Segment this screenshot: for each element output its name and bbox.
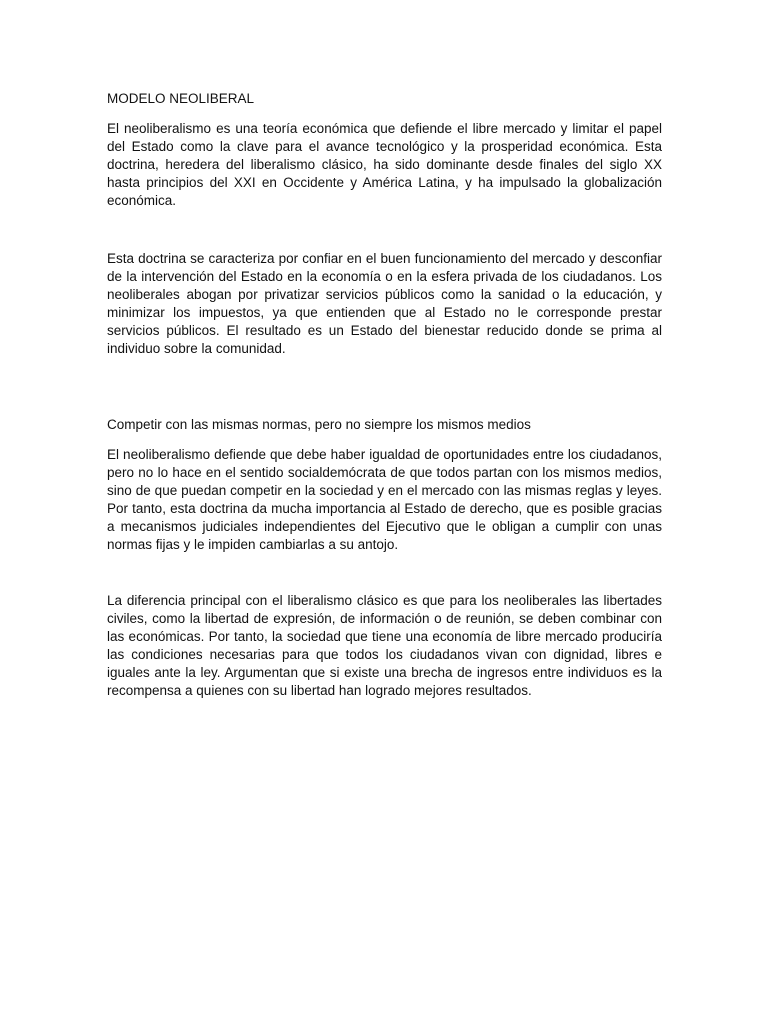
paragraph-characteristics: Esta doctrina se caracteriza por confiar en el buen funcionamiento del mercado y desconfiar de la intervención del Estado en la economía o en la esfera privada de los ciudadanos. Los neoliberales abogan por privatizar servicios públicos como la sanidad o la educación, y minimizar los impuestos, ya que entienden que al Estado no le corresponde prestar servicios públicos. El resultado es un Estado del bienestar reducido donde se prima al individuo sobre la comunidad. <box>107 251 662 356</box>
paragraph-equal-opportunity: El neoliberalismo defiende que debe haber igualdad de oportunidades entre los ciudadanos, pero no lo hace en el sentido socialdemócrata de que todos partan con los mismos medios, sino de que puedan competir en la sociedad y en el mercado con las mismas reglas y leyes. Por tanto, esta doctrina da mucha importancia al Estado de derecho, que es posible gracias a mecanismos judiciales independientes del Ejecutivo que le obligan a cumplir con unas normas fijas y le impiden cambiarlas a su antojo. <box>107 447 662 552</box>
paragraph-difference: La diferencia principal con el liberalismo clásico es que para los neoliberales las libertades civiles, como la libertad de expresión, de información o de reunión, se deben combinar con las económicas. Por tanto, la sociedad que tiene una economía de libre mercado produciría las condiciones necesarias para que todos los ciudadanos vivan con dignidad, libres e iguales ante la ley. Argumentan que si existe una brecha de ingresos entre individuos es la recompensa a quienes con su libertad han logrado mejores resultados. <box>107 593 662 698</box>
document-title: MODELO NEOLIBERAL <box>107 91 255 106</box>
section-subtitle: Competir con las mismas normas, pero no siempre los mismos medios <box>107 417 531 432</box>
document-body <box>107 90 662 700</box>
paragraph-intro: El neoliberalismo es una teoría económica que defiende el libre mercado y limitar el papel del Estado como la clave para el avance tecnológico y la prosperidad económica. Esta doctrina, heredera del liberalismo clásico, ha sido dominante desde finales del siglo XX hasta principios del XXI en Occidente y América Latina, y ha impulsado la globalización económica. <box>107 121 662 208</box>
